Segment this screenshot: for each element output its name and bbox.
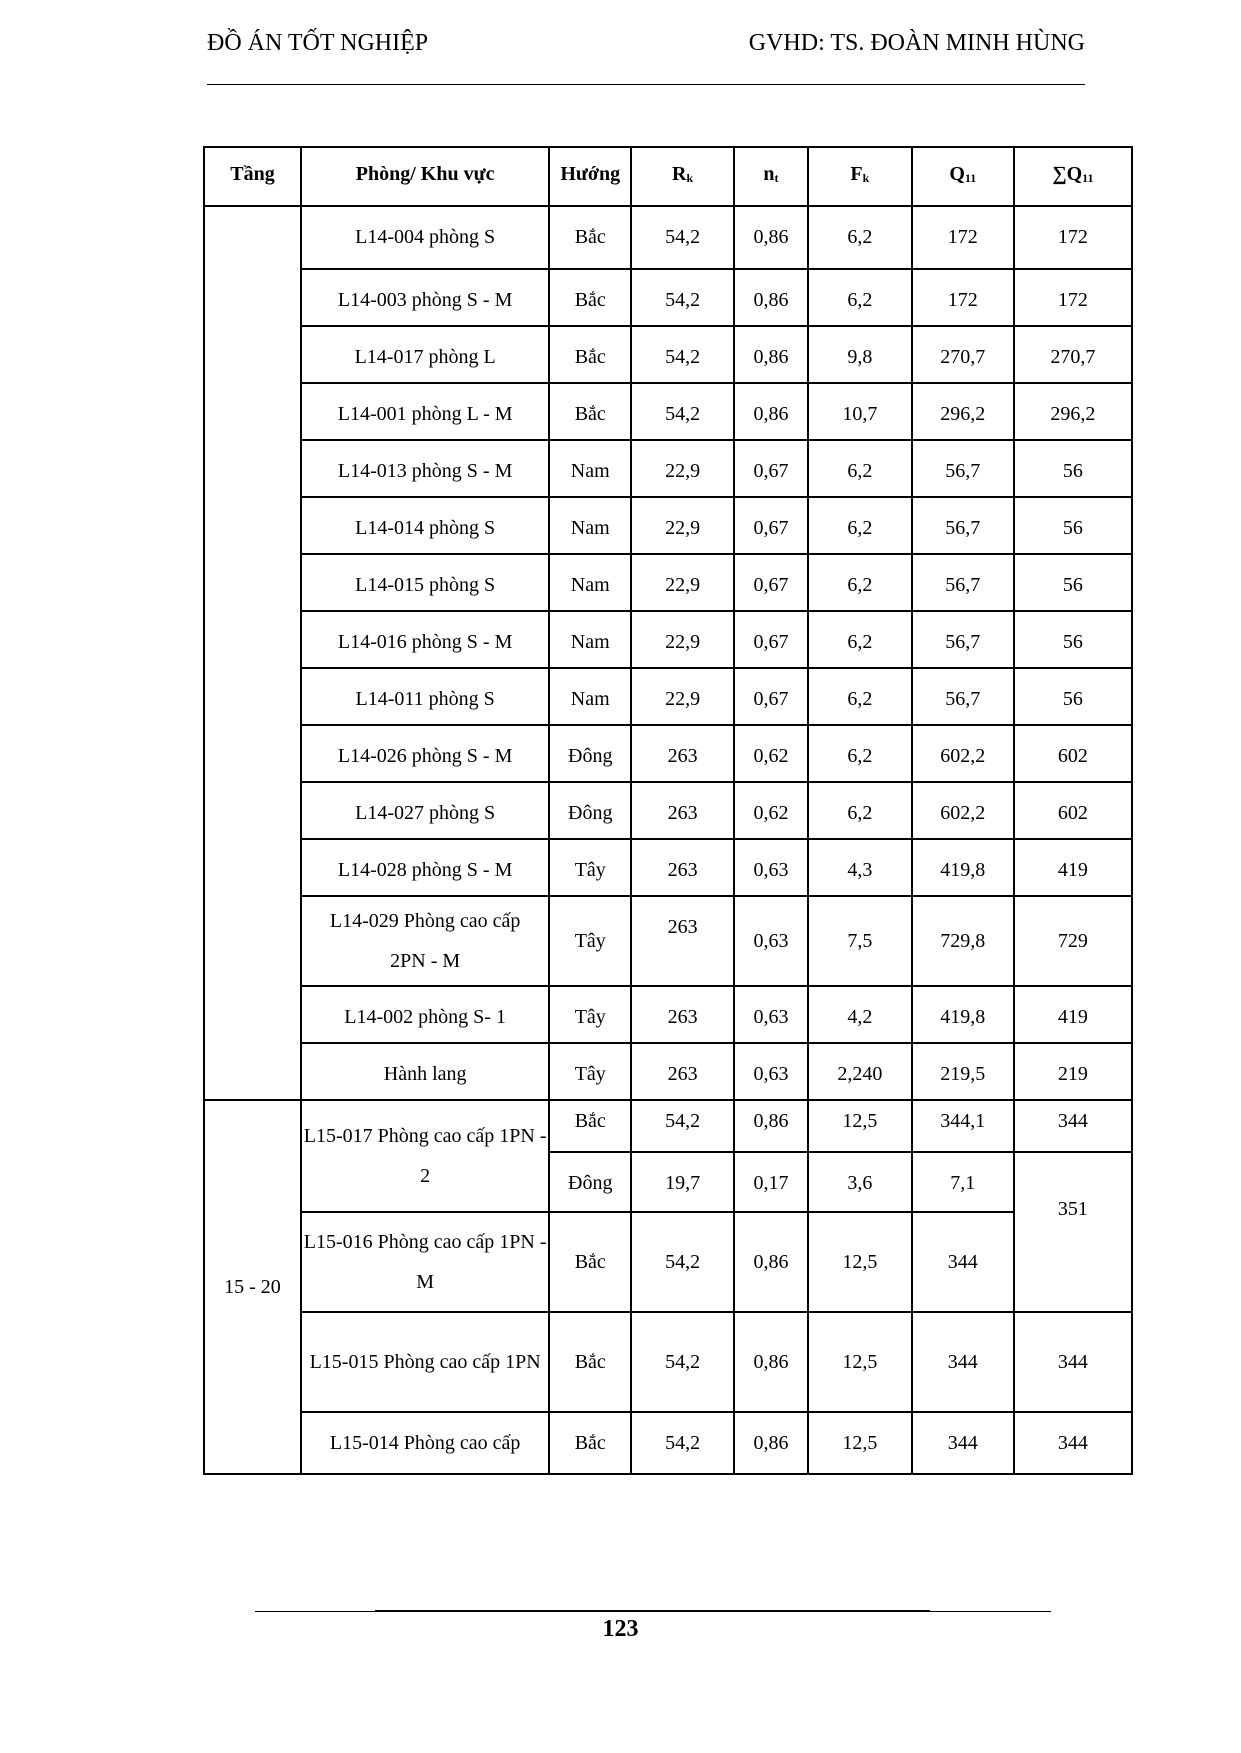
rk-cell: 54,2 [631, 206, 734, 269]
rk-cell: 54,2 [631, 1100, 734, 1152]
header-advisor: GVHD: TS. ĐOÀN MINH HÙNG [748, 30, 1085, 56]
rk-cell: 22,9 [631, 497, 734, 554]
sum-q11-cell: 56 [1014, 440, 1132, 497]
table-row [204, 1412, 1132, 1474]
q11-cell: 602,2 [912, 725, 1014, 782]
table-row [204, 1212, 1132, 1312]
direction-cell: Nam [549, 440, 631, 497]
q11-cell: 56,7 [912, 611, 1014, 668]
nt-cell: 0,86 [734, 206, 808, 269]
nt-cell: 0,17 [734, 1152, 808, 1212]
fk-cell: 12,5 [808, 1412, 912, 1474]
rk-cell: 54,2 [631, 1412, 734, 1474]
rk-cell: 22,9 [631, 440, 734, 497]
room-cell: L14-004 phòng S [301, 206, 549, 269]
q11-cell: 344 [912, 1412, 1014, 1474]
direction-cell: Đông [549, 725, 631, 782]
nt-cell: 0,86 [734, 326, 808, 383]
q11-cell: 344 [912, 1312, 1014, 1412]
q11-cell: 172 [912, 206, 1014, 269]
fk-cell: 6,2 [808, 497, 912, 554]
sum-q11-cell: 172 [1014, 269, 1132, 326]
q11-cell: 56,7 [912, 554, 1014, 611]
q11-cell: 219,5 [912, 1043, 1014, 1100]
room-cell: L14-003 phòng S - M [301, 269, 549, 326]
col-nt: $n_t$ [734, 147, 808, 206]
sum-q11-cell: 729 [1014, 896, 1132, 986]
rk-cell: 54,2 [631, 1212, 734, 1312]
sum-q11-cell: 351 [1014, 1152, 1132, 1312]
nt-cell: 0,62 [734, 725, 808, 782]
col-rk: $R_k$ [631, 147, 734, 206]
direction-cell: Nam [549, 668, 631, 725]
room-cell: L14-002 phòng S- 1 [301, 986, 549, 1043]
table-row [204, 206, 1132, 269]
rk-cell: 263 [631, 1043, 734, 1100]
table-row [204, 725, 1132, 782]
direction-cell: Nam [549, 497, 631, 554]
q11-cell: 270,7 [912, 326, 1014, 383]
q11-cell: 7,1 [912, 1152, 1014, 1212]
nt-cell: 0,86 [734, 1100, 808, 1152]
direction-cell: Bắc [549, 1312, 631, 1412]
direction-cell: Bắc [549, 1412, 631, 1474]
direction-cell: Tây [549, 839, 631, 896]
q11-cell: 729,8 [912, 896, 1014, 986]
nt-cell: 0,67 [734, 668, 808, 725]
q11-cell: 56,7 [912, 440, 1014, 497]
col-room: Phòng/ Khu vực [301, 147, 549, 206]
col-fk: $F_k$ [808, 147, 912, 206]
table-row [204, 1043, 1132, 1100]
fk-cell: 6,2 [808, 782, 912, 839]
direction-cell: Tây [549, 986, 631, 1043]
room-cell: L15-015 Phòng cao cấp 1PN [301, 1312, 549, 1412]
table-row [204, 383, 1132, 440]
fk-cell: 6,2 [808, 554, 912, 611]
direction-cell: Bắc [549, 326, 631, 383]
table-row [204, 611, 1132, 668]
room-cell: L14-014 phòng S [301, 497, 549, 554]
nt-cell: 0,67 [734, 611, 808, 668]
table-row [204, 896, 1132, 986]
page-number: 123 [602, 1616, 639, 1642]
room-cell: L14-017 phòng L [301, 326, 549, 383]
sum-q11-cell: 296,2 [1014, 383, 1132, 440]
header-title: ĐỒ ÁN TỐT NGHIỆP [207, 30, 429, 56]
direction-cell: Bắc [549, 269, 631, 326]
fk-cell: 6,2 [808, 611, 912, 668]
fk-cell: 12,5 [808, 1212, 912, 1312]
fk-cell: 4,3 [808, 839, 912, 896]
nt-cell: 0,63 [734, 896, 808, 986]
table-row [204, 326, 1132, 383]
nt-cell: 0,86 [734, 1312, 808, 1412]
sum-q11-cell: 219 [1014, 1043, 1132, 1100]
col-sum-q11: $\sum Q_{11}$ [1014, 147, 1132, 206]
sum-q11-cell: 56 [1014, 497, 1132, 554]
nt-cell: 0,86 [734, 383, 808, 440]
table-row [204, 668, 1132, 725]
sum-q11-cell: 56 [1014, 554, 1132, 611]
rk-cell: 263 [631, 986, 734, 1043]
sum-q11-cell: 419 [1014, 839, 1132, 896]
floor-cell: 15 - 20 [204, 1100, 301, 1474]
room-cell: L15-016 Phòng cao cấp 1PN - M [301, 1212, 549, 1312]
rk-cell: 54,2 [631, 269, 734, 326]
fk-cell: 3,6 [808, 1152, 912, 1212]
room-cell: L14-001 phòng L - M [301, 383, 549, 440]
rk-cell: 263 [631, 725, 734, 782]
nt-cell: 0,86 [734, 1212, 808, 1312]
fk-cell: 12,5 [808, 1100, 912, 1152]
heat-load-table [203, 146, 1133, 1475]
room-cell: L14-028 phòng S - M [301, 839, 549, 896]
rk-cell: 54,2 [631, 1312, 734, 1412]
col-q11: $Q_{11}$ [912, 147, 1014, 206]
col-floor: Tầng [204, 147, 301, 206]
sum-q11-cell: 172 [1014, 206, 1132, 269]
sum-q11-cell: 56 [1014, 611, 1132, 668]
room-cell: L14-013 phòng S - M [301, 440, 549, 497]
room-cell: L14-029 Phòng cao cấp 2PN - M [301, 896, 549, 986]
q11-cell: 56,7 [912, 668, 1014, 725]
rk-cell: 263 [631, 782, 734, 839]
fk-cell: 6,2 [808, 668, 912, 725]
fk-cell: 6,2 [808, 269, 912, 326]
table-row [204, 440, 1132, 497]
rk-cell: 54,2 [631, 383, 734, 440]
direction-cell: Bắc [549, 1212, 631, 1312]
room-cell: L14-026 phòng S - M [301, 725, 549, 782]
sum-q11-cell: 602 [1014, 782, 1132, 839]
nt-cell: 0,63 [734, 1043, 808, 1100]
direction-cell: Tây [549, 896, 631, 986]
table-header-row [204, 147, 1132, 206]
room-cell: L15-014 Phòng cao cấp [301, 1412, 549, 1474]
nt-cell: 0,67 [734, 440, 808, 497]
direction-cell: Tây [549, 1043, 631, 1100]
nt-cell: 0,67 [734, 554, 808, 611]
direction-cell: Đông [549, 782, 631, 839]
table-row [204, 1312, 1132, 1412]
q11-cell: 602,2 [912, 782, 1014, 839]
fk-cell: 12,5 [808, 1312, 912, 1412]
table-row [204, 839, 1132, 896]
rk-cell: 263 [631, 839, 734, 896]
sum-q11-cell: 344 [1014, 1412, 1132, 1474]
table-row [204, 269, 1132, 326]
q11-cell: 419,8 [912, 839, 1014, 896]
rk-cell: 54,2 [631, 326, 734, 383]
room-cell: L14-027 phòng S [301, 782, 549, 839]
rk-cell: 263 [631, 896, 734, 986]
sum-q11-cell: 344 [1014, 1100, 1132, 1152]
footer-divider-bold [375, 1610, 930, 1612]
room-cell: L15-017 Phòng cao cấp 1PN - 2 [301, 1100, 549, 1212]
q11-cell: 296,2 [912, 383, 1014, 440]
rk-cell: 19,7 [631, 1152, 734, 1212]
fk-cell: 6,2 [808, 725, 912, 782]
table-row [204, 986, 1132, 1043]
fk-cell: 6,2 [808, 206, 912, 269]
nt-cell: 0,63 [734, 839, 808, 896]
header-divider [207, 84, 1085, 85]
table-row [204, 497, 1132, 554]
fk-cell: 4,2 [808, 986, 912, 1043]
direction-cell: Bắc [549, 206, 631, 269]
direction-cell: Đông [549, 1152, 631, 1212]
direction-cell: Bắc [549, 383, 631, 440]
rk-cell: 22,9 [631, 668, 734, 725]
sum-q11-cell: 270,7 [1014, 326, 1132, 383]
q11-cell: 344,1 [912, 1100, 1014, 1152]
room-cell: L14-011 phòng S [301, 668, 549, 725]
nt-cell: 0,63 [734, 986, 808, 1043]
direction-cell: Nam [549, 611, 631, 668]
floor-cell [204, 206, 301, 1100]
fk-cell: 10,7 [808, 383, 912, 440]
q11-cell: 56,7 [912, 497, 1014, 554]
rk-cell: 22,9 [631, 554, 734, 611]
q11-cell: 344 [912, 1212, 1014, 1312]
fk-cell: 2,240 [808, 1043, 912, 1100]
table-row [204, 782, 1132, 839]
nt-cell: 0,86 [734, 269, 808, 326]
page-header [207, 30, 1085, 64]
col-direction: Hướng [549, 147, 631, 206]
q11-cell: 172 [912, 269, 1014, 326]
fk-cell: 6,2 [808, 440, 912, 497]
table-row [204, 554, 1132, 611]
sum-q11-cell: 602 [1014, 725, 1132, 782]
sum-q11-cell: 419 [1014, 986, 1132, 1043]
sum-q11-cell: 56 [1014, 668, 1132, 725]
room-cell: Hành lang [301, 1043, 549, 1100]
nt-cell: 0,86 [734, 1412, 808, 1474]
q11-cell: 419,8 [912, 986, 1014, 1043]
nt-cell: 0,62 [734, 782, 808, 839]
direction-cell: Nam [549, 554, 631, 611]
fk-cell: 9,8 [808, 326, 912, 383]
room-cell: L14-015 phòng S [301, 554, 549, 611]
room-cell: L14-016 phòng S - M [301, 611, 549, 668]
nt-cell: 0,67 [734, 497, 808, 554]
direction-cell: Bắc [549, 1100, 631, 1152]
table-row [204, 1100, 1132, 1152]
fk-cell: 7,5 [808, 896, 912, 986]
rk-cell: 22,9 [631, 611, 734, 668]
sum-q11-cell: 344 [1014, 1312, 1132, 1412]
